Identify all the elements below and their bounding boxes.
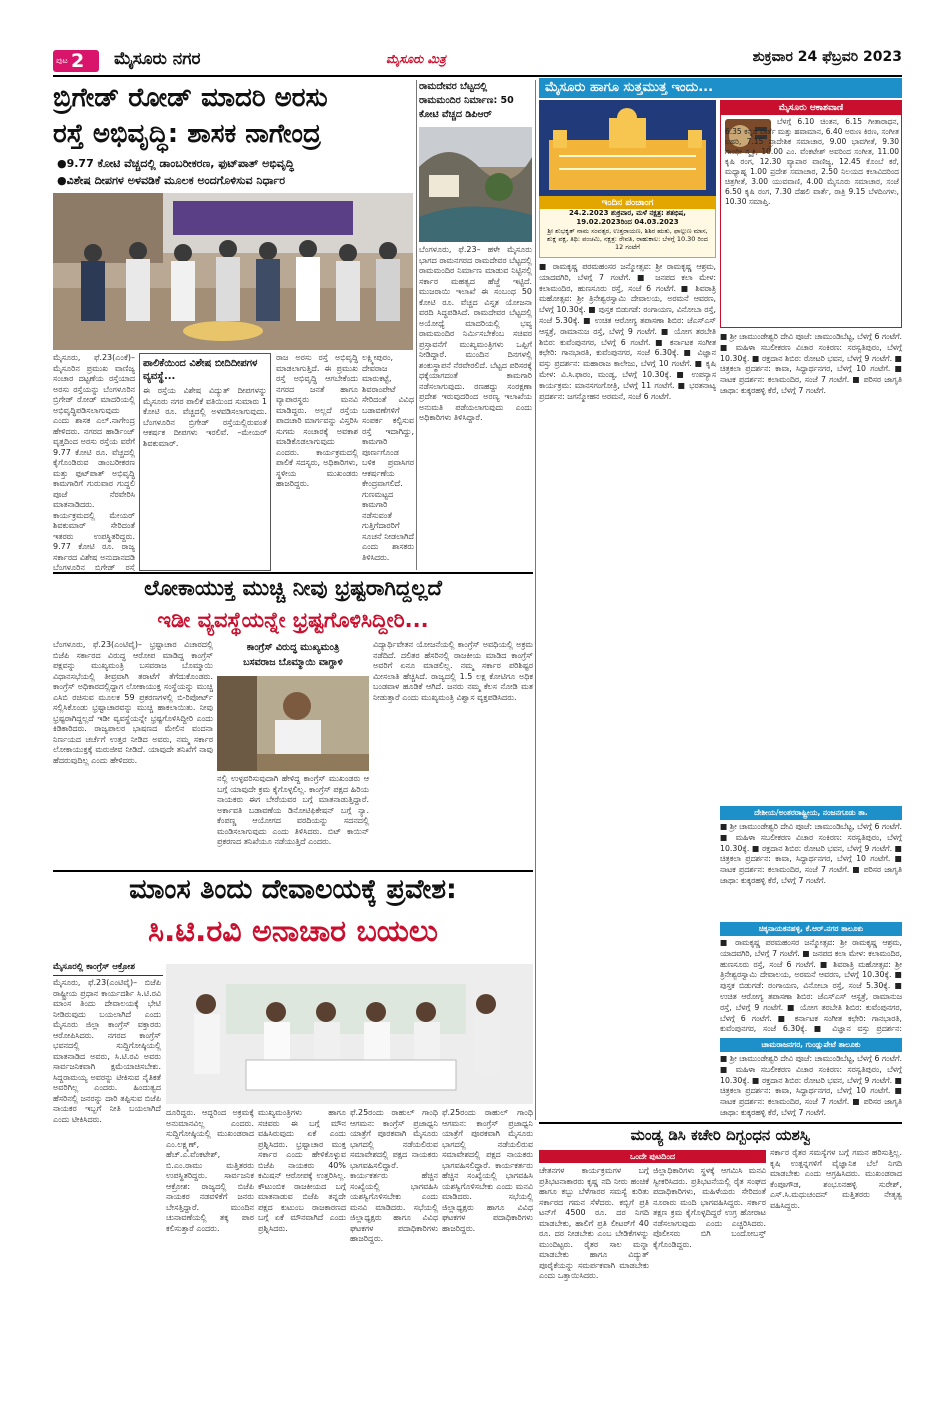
section-rule xyxy=(539,1122,902,1124)
temple-photo xyxy=(419,127,532,242)
lokayukta-col-3: ವಿದ್ಯಾರ್ಥಿವೇತನ ಯೋಜನೆಯಲ್ಲಿ ಕಾಂಗ್ರೆಸ್ ಅವಧಿಯಲ್ಲಿ ಅಕ್ರಮ ನಡೆದಿದೆ. ದಲಿತರ ಹೆಸರಿನಲ್ಲಿ ರಾಜಕೀಯ ಮಾಡಿದ ಕಾಂಗ್ರೆಸ್ ಅವರಿಗೆ ಏನೂ ಮಾಡಲಿಲ್ಲ. ನಮ್ಮ ಸರ್ಕಾರ ಪರಿಶಿಷ್ಟರ ಮೀಸಲಾತಿ ಹೆಚ್ಚಿಸಿದೆ. ರಾಜ್ಯದಲ್ಲಿ 1.5 ಲಕ್ಷ ಕೋಟಿಗೂ ಅಧಿಕ ಬಂಡವಾಳ ಹೂಡಿಕೆ ಆಗಿದೆ. ಜನರು ನಮ್ಮ ಕೆಲಸ ನೋಡಿ ಮತ ನೀಡುತ್ತಾರೆ ಎಂದು ಮುಖ್ಯಮಂತ್ರಿ ವಿಶ್ವಾಸ ವ್ಯಕ್ತಪಡಿಸಿದರು. xyxy=(373,640,533,702)
radio-box xyxy=(720,100,902,328)
temple-photo-image xyxy=(419,127,532,242)
temple-text: ಬೆಂಗಳೂರು, ಫೆ.23– ಹಳೇ ಮೈಸೂರು ಭಾಗದ ರಾಮನಗರದ ರಾಮದೇವರ ಬೆಟ್ಟದಲ್ಲಿ ರಾಮಮಂದಿರ ನಿರ್ಮಾಣ ಮಾಡುವ ನಿಟ್ಟಿನಲ್ಲಿ ಸರ್ಕಾರ ಮಹತ್ವದ ಹೆಜ್ಜೆ ಇಟ್ಟಿದೆ. ಮುಜರಾಯಿ ಇಲಾಖೆ ಈ ಸಂಬಂಧ 50 ಕೋಟಿ ರೂ. ವೆಚ್ಚದ ವಿಸ್ತೃತ ಯೋಜನಾ ವರದಿ ಸಿದ್ಧಪಡಿಸಿದೆ. ರಾಮದೇವರ ಬೆಟ್ಟದಲ್ಲಿ ಅಯೋಧ್ಯೆ ಮಾದರಿಯಲ್ಲಿ ಭವ್ಯ ರಾಮಮಂದಿರ ನಿರ್ಮಿಸಬೇಕೆಂಬ ಸಚಿವರ ಪ್ರಸ್ತಾವನೆಗೆ ಮುಖ್ಯಮಂತ್ರಿಗಳು ಒಪ್ಪಿಗೆ ನೀಡಿದ್ದಾರೆ. ಮುಂದಿನ ದಿನಗಳಲ್ಲಿ ಶಂಕುಸ್ಥಾಪನೆ ನೆರವೇರಲಿದೆ. ಬೆಟ್ಟದ ಪರಿಸರಕ್ಕೆ ಧಕ್ಕೆಯಾಗದಂತೆ ಕಾಮಗಾರಿ ನಡೆಸಲಾಗುವುದು. ರಣಹದ್ದು ಸಂರಕ್ಷಣಾ ಪ್ರದೇಶ ಇರುವುದರಿಂದ ಅರಣ್ಯ ಇಲಾಖೆಯ ಅನುಮತಿ ಪಡೆಯಲಾಗುವುದು ಎಂದು ಅಧಿಕಾರಿಗಳು ತಿಳಿಸಿದ್ದಾರೆ. xyxy=(419,245,532,422)
page-number: 2 xyxy=(71,50,85,72)
panchanga-text: ಶ್ರೀ ಶುಭಕೃತ್ ನಾಮ ಸಂವತ್ಸರ, ಉತ್ತರಾಯಣ, ಶಿಶಿರ ಋತು, ಫಾಲ್ಗುಣ ಮಾಸ, ಶುಕ್ಲ ಪಕ್ಷ, ತಿಥಿ: ಪಂಚಮಿ, ನಕ್ಷತ್ರ: ರೇವತಿ, ರಾಹುಕಾಲ: ಬೆಳಗ್ಗೆ 10.30 ರಿಂದ 12 ಗಂಟೆಗೆ xyxy=(547,227,708,251)
mandya-col-1: ಚೇತನಗಳ ಕಾರ್ಯಕ್ರಮಗಳ ಬಗ್ಗೆ ಪ್ರತಿಭಟನಾಕಾರರು ಕೃಷ್ಣ ನದಿ ನೀರು ಹಂಚಿಕೆ ಹಾಗೂ ಕಬ್ಬು ಬೆಳೆಗಾರರ ಸಮಸ್ಯೆ ಕುರಿತು ಸರ್ಕಾರದ ಗಮನ ಸೆಳೆದರು. ಕಬ್ಬಿಗೆ ಪ್ರತಿ ಟನ್‌ಗೆ 4500 ರೂ. ದರ ನಿಗದಿ ಮಾಡಬೇಕು, ಹಾಲಿಗೆ ಪ್ರತಿ ಲೀಟರ್‌ಗೆ 40 ರೂ. ದರ ನೀಡಬೇಕು ಎಂಬ ಬೇಡಿಕೆಗಳನ್ನು ಮುಂದಿಟ್ಟರು. ರೈತರ ಸಾಲ ಮನ್ನಾ ಮಾಡಬೇಕು ಹಾಗೂ ವಿದ್ಯುತ್ ಪೂರೈಕೆಯನ್ನು ಸಮರ್ಪಕವಾಗಿ ಮಾಡಬೇಕು ಎಂದು ಒತ್ತಾಯಿಸಿದರು. xyxy=(539,1166,649,1280)
lead-headline-line1: ಬ್ರಿಗೇಡ್ ರೋಡ್ ಮಾದರಿ ಅರಸು xyxy=(53,83,328,113)
meat-headline-1: ಮಾಂಸ ತಿಂದು ದೇವಾಲಯಕ್ಕೆ ಪ್ರವೇಶ: xyxy=(129,874,457,905)
issue-date: ಶುಕ್ರವಾರ 24 ಫೆಬ್ರವರಿ 2023 xyxy=(752,49,902,65)
meat-col-1: ಮೈಸೂರು, ಫೆ.23(ಎಂಟಿವೈ)– ಬಿಜೆಪಿ ರಾಷ್ಟ್ರೀಯ ಪ್ರಧಾನ ಕಾರ್ಯದರ್ಶಿ ಸಿ.ಟಿ.ರವಿ ಮಾಂಸ ತಿಂದು ದೇವಾಲಯಕ್ಕೆ ಭೇಟಿ ನೀಡಿರುವುದು ಬಯಲಾಗಿದೆ ಎಂದು ಮೈಸೂರು ಜಿಲ್ಲಾ ಕಾಂಗ್ರೆಸ್ ವಕ್ತಾರರು ಆರೋಪಿಸಿದರು. ನಗರದ ಕಾಂಗ್ರೆಸ್ ಭವನದಲ್ಲಿ ಸುದ್ದಿಗೋಷ್ಠಿಯಲ್ಲಿ ಮಾತನಾಡಿದ ಅವರು, ಸಿ.ಟಿ.ರವಿ ಅವರು ಸಾರ್ವಜನಿಕವಾಗಿ ಕ್ಷಮೆಯಾಚಿಸಬೇಕು. ಸಿದ್ದರಾಮಯ್ಯ ಅವರನ್ನು ಟೀಕಿಸುವ ನೈತಿಕತೆ ಅವರಿಗಿಲ್ಲ ಎಂದರು. ಹಿಂದುತ್ವದ ಹೆಸರಿನಲ್ಲಿ ಜನರನ್ನು ದಾರಿ ತಪ್ಪಿಸುವ ಬಿಜೆಪಿ ನಾಯಕರ ಇಬ್ಬಗೆ ನೀತಿ ಬಯಲಾಗಿದೆ ಎಂದು ಟೀಕಿಸಿದರು. xyxy=(53,978,161,1124)
around-listings-right-2: ■ ಶ್ರೀ ಚಾಮುಂಡೇಶ್ವರಿ ದೇವಿ ಪೂಜೆ: ಚಾಮುಂಡಿಬೆಟ್ಟ, ಬೆಳಗ್ಗೆ 6 ಗಂಟೆಗೆ. ■ ಮಹಿಳಾ ಸಬಲೀಕರಣ ವಿಚಾರ ಸಂಕಿರಣ: ಸರಸ್ವತಿಪುರಂ, ಬೆಳಗ್ಗೆ 10.30ಕ್ಕೆ. ■ ರಕ್ತದಾನ ಶಿಬಿರ: ರೋಟರಿ ಭವನ, ಬೆಳಗ್ಗೆ 9 ಗಂಟೆಗೆ. ■ ಚಿತ್ರಕಲಾ ಪ್ರದರ್ಶನ: ಕಾವಾ, ಸಿದ್ಧಾರ್ಥನಗರ, ಬೆಳಗ್ಗೆ 10 ಗಂಟೆಗೆ. ■ ನಾಟಕ ಪ್ರದರ್ಶನ: ಕಲಾಮಂದಿರ, ಸಂಜೆ 7 ಗಂಟೆಗೆ. ■ ಪರಿಸರ ಜಾಗೃತಿ ಜಾಥಾ: ಕುಕ್ಕರಹಳ್ಳಿ ಕೆರೆ, ಬೆಳಗ್ಗೆ 7 ಗಂಟೆಗೆ. xyxy=(720,822,902,885)
page-number-badge xyxy=(53,50,99,72)
meat-col-2: ದೂರಿದ್ದರು. ಆದ್ದರಿಂದ ಅಕ್ರಮಕ್ಕೆ ಅನುಮಾನವಿಲ್ಲ ಎಂದರು. ಸುದ್ದಿಗೋಷ್ಠಿಯಲ್ಲಿ ಮುಖಂಡರಾದ ಎಂ.ಲಕ್ಷ್ಮಣ್, ಹೆಚ್.ಎ.ವೆಂಕಟೇಶ್, ಬಿ.ಎಂ.ರಾಮು ಮತ್ತಿತರರು ಉಪಸ್ಥಿತರಿದ್ದರು. ಸಾರ್ವಜನಿಕ ಆಕ್ರೋಶ: ರಾಜ್ಯದಲ್ಲಿ ಬಿಜೆಪಿ ನಾಯಕರ ನಡವಳಿಕೆಗೆ ಜನರು ಬೇಸತ್ತಿದ್ದಾರೆ. ಮುಂದಿನ ಚುನಾವಣೆಯಲ್ಲಿ ತಕ್ಕ ಪಾಠ ಕಲಿಸುತ್ತಾರೆ ಎಂದರು. xyxy=(166,1108,254,1233)
subhead-1: ದೇಶೀಯ/ಅಂತರರಾಷ್ಟ್ರೀಯ, ನಂಜನಗೂಡು ತಾ. xyxy=(720,806,902,820)
lead-headline-line2: ರಸ್ತೆ ಅಭಿವೃದ್ಧಿ: ಶಾಸಕ ನಾಗೇಂದ್ರ xyxy=(53,119,321,149)
lead-photo xyxy=(53,193,413,350)
around-banner: ಮೈಸೂರು ಹಾಗೂ ಸುತ್ತಮುತ್ತ ಇಂದು... xyxy=(539,78,902,98)
mandya-headline: ಮಂಡ್ಯ ಡಿಸಿ ಕಚೇರಿ ದಿಗ್ಬಂಧನ ಯಶಸ್ವಿ xyxy=(630,1126,811,1144)
lokayukta-col-2: ನಲ್ಲಿ ಉಳ್ಳವರಿಸುವುದಾಗಿ ಹೇಳಿದ್ದ ಕಾಂಗ್ರೆಸ್ ಮುಖಂಡರು ಆ ಬಗ್ಗೆ ಯಾವುದೇ ಕ್ರಮ ಕೈಗೊಳ್ಳಲಿಲ್ಲ. ಕಾಂಗ್ರೆಸ್ ಪಕ್ಷದ ಹಿರಿಯ ನಾಯಕರು ಈಗ ಬೇರೆಯವರ ಬಗ್ಗೆ ಮಾತನಾಡುತ್ತಿದ್ದಾರೆ. ಅರ್ಕಾವತಿ ಬಡಾವಣೆಯ ಡಿನೋಟಿಫಿಕೇಷನ್ ಬಗ್ಗೆ ನ್ಯಾ. ಕೆಂಪಣ್ಣ ಆಯೋಗದ ವರದಿಯನ್ನು ಸದನದಲ್ಲಿ ಮಂಡಿಸಲಾಗುವುದು ಎಂದು ತಿಳಿಸಿದರು. ಬಿಟ್ ಕಾಯಿನ್ ಪ್ರಕರಣದ ತನಿಖೆಯೂ ನಡೆಯುತ್ತಿದೆ ಎಂದರು. xyxy=(217,774,369,846)
lead-bullet-1: ●9.77 ಕೋಟಿ ವೆಚ್ಚದಲ್ಲಿ ಡಾಂಬರೀಕರಣ, ಫುಟ್‌ಪಾತ್ ಅಭಿವೃದ್ಧಿ xyxy=(57,157,294,170)
masthead-rule xyxy=(53,75,902,77)
meat-col-4: ಫೆ.25ರಂದು ರಾಹುಲ್ ಗಾಂಧಿ ಆಗಮನ: ಕಾಂಗ್ರೆಸ್ ಪ್ರಜಾಧ್ವನಿ ಯಾತ್ರೆಗೆ ಪೂರಕವಾಗಿ ಮೈಸೂರು ಭಾಗದಲ್ಲಿ ನಡೆಯಲಿರುವ ಸಮಾವೇಶದಲ್ಲಿ ಪಕ್ಷದ ನಾಯಕರು ಭಾಗವಹಿಸಲಿದ್ದಾರೆ. ಕಾರ್ಯಕರ್ತರು ಹೆಚ್ಚಿನ ಸಂಖ್ಯೆಯಲ್ಲಿ ಭಾಗವಹಿಸಿ ಯಶಸ್ವಿಗೊಳಿಸಬೇಕು ಎಂದು ಮನವಿ ಮಾಡಿದರು. ಸಭೆಯಲ್ಲಿ ಜಿಲ್ಲಾಧ್ಯಕ್ಷರು ಹಾಗೂ ವಿವಿಧ ಘಟಕಗಳ ಪದಾಧಿಕಾರಿಗಳು ಹಾಜರಿದ್ದರು. xyxy=(350,1108,438,1243)
lead-bullets xyxy=(57,155,413,191)
lead-bullet-2: ●ವಿಶೇಷ ದೀಪಗಳ ಅಳವಡಿಕೆ ಮೂಲಕ ಅಂದಗೊಳಿಸುವ ನಿರ್ಧಾರ xyxy=(57,174,286,187)
sidebar-headline: ಪಾಲಿಕೆಯಿಂದ ವಿಶೇಷ ಬೀದಿದೀಪಗಳ ವ್ಯವಸ್ಥೆ... xyxy=(143,358,258,382)
radio-title: ಮೈಸೂರು ಆಕಾಶವಾಣಿ xyxy=(721,101,901,115)
section-rule xyxy=(53,572,533,574)
around-listings-right-4: ■ ಶ್ರೀ ಚಾಮುಂಡೇಶ್ವರಿ ದೇವಿ ಪೂಜೆ: ಚಾಮುಂಡಿಬೆಟ್ಟ, ಬೆಳಗ್ಗೆ 6 ಗಂಟೆಗೆ. ■ ಮಹಿಳಾ ಸಬಲೀಕರಣ ವಿಚಾರ ಸಂಕಿರಣ: ಸರಸ್ವತಿಪುರಂ, ಬೆಳಗ್ಗೆ 10.30ಕ್ಕೆ. ■ ರಕ್ತದಾನ ಶಿಬಿರ: ರೋಟರಿ ಭವನ, ಬೆಳಗ್ಗೆ 9 ಗಂಟೆಗೆ. ■ ಚಿತ್ರಕಲಾ ಪ್ರದರ್ಶನ: ಕಾವಾ, ಸಿದ್ಧಾರ್ಥನಗರ, ಬೆಳಗ್ಗೆ 10 ಗಂಟೆಗೆ. ■ ನಾಟಕ ಪ್ರದರ್ಶನ: ಕಲಾಮಂದಿರ, ಸಂಜೆ 7 ಗಂಟೆಗೆ. ■ ಪರಿಸರ ಜಾಗೃತಿ ಜಾಥಾ: ಕುಕ್ಕರಹಳ್ಳಿ ಕೆರೆ, ಬೆಳಗ್ಗೆ 7 ಗಂಟೆಗೆ. xyxy=(720,1054,902,1117)
divider xyxy=(535,80,536,1120)
lead-headline xyxy=(53,80,413,154)
around-listings-right-3: ■ ರಾಮಕೃಷ್ಣ ಪರಮಹಂಸರ ಜನ್ಮೋತ್ಸವ: ಶ್ರೀ ರಾಮಕೃಷ್ಣ ಆಶ್ರಮ, ಯಾದವಗಿರಿ, ಬೆಳಗ್ಗೆ 7 ಗಂಟೆಗೆ. ■ ಜನಪದ ಕಲಾ ಮೇಳ: ಕಲಾಮಂದಿರ, ಹುಣಸೂರು ರಸ್ತೆ, ಸಂಜೆ 6 ಗಂಟೆಗೆ. ■ ಶಿವರಾತ್ರಿ ಮಹೋತ್ಸವ: ಶ್ರೀ ತ್ರಿನೇಶ್ವರಸ್ವಾಮಿ ದೇವಾಲಯ, ಅರಮನೆ ಆವರಣ, ಬೆಳಗ್ಗೆ 10.30ಕ್ಕೆ. ■ ಪುಸ್ತಕ ಬಿಡುಗಡೆ: ರಂಗಾಯಣ, ವಿನೋಬಾ ರಸ್ತೆ, ಸಂಜೆ 5.30ಕ್ಕೆ. ■ ಉಚಿತ ಆರೋಗ್ಯ ತಪಾಸಣಾ ಶಿಬಿರ: ಜೆಎಸ್ಎಸ್ ಆಸ್ಪತ್ರೆ, ರಾಮಾನುಜ ರಸ್ತೆ, ಬೆಳಗ್ಗೆ 9 ಗಂಟೆಗೆ. ■ ಯೋಗ ತರಬೇತಿ ಶಿಬಿರ: ಕುವೆಂಪುನಗರ, ಬೆಳಗ್ಗೆ 6 ಗಂಟೆಗೆ. ■ ಕರ್ನಾಟಕ ಸಂಗೀತ ಕಛೇರಿ: ಗಾನಭಾರತಿ, ಕುವೆಂಪುನಗರ, ಸಂಜೆ 6.30ಕ್ಕೆ. ■ ವಿಜ್ಞಾನ ವಸ್ತು ಪ್ರದರ್ಶನ: xyxy=(720,938,902,1034)
registration-marks xyxy=(53,1412,113,1420)
section-title: ಮೈಸೂರು ನಗರ xyxy=(114,49,201,69)
lokayukta-subhead-1: ಕಾಂಗ್ರೆಸ್ ವಿರುದ್ಧ ಮುಖ್ಯಮಂತ್ರಿ xyxy=(246,642,340,653)
registration-marks xyxy=(846,1412,906,1420)
sidebar-text: ಈ ರಸ್ತೆಯ ವಿಶೇಷ ವಿದ್ಯುತ್ ದೀಪಗಳನ್ನು ಮೈಸೂರು ನಗರ ಪಾಲಿಕೆ ವತಿಯಿಂದ ಸುಮಾರು 1 ಕೋಟಿ ರೂ. ವೆಚ್ಚದಲ್ಲಿ ಅಳವಡಿಸಲಾಗುವುದು. ಬೆಂಗಳೂರಿನ ಬ್ರಿಗೇಡ್ ರಸ್ತೆಯಲ್ಲಿರುವಂತೆ ಆಕರ್ಷಕ ದೀಪಗಳು ಇರಲಿವೆ. –ಮೇಯರ್ ಶಿವಕುಮಾರ್. xyxy=(143,386,267,448)
meat-photo-image xyxy=(166,964,533,1104)
lokayukta-headline-1: ಲೋಕಾಯುಕ್ತ ಮುಚ್ಚಿ ನೀವು ಭ್ರಷ್ಟರಾಗಿದ್ದಲ್ಲದೆ xyxy=(144,576,442,600)
page-label: ಪುಟ xyxy=(56,56,68,65)
mandya-col-2: ಜಿಲ್ಲಾಧಿಕಾರಿಗಳು ಸ್ಥಳಕ್ಕೆ ಆಗಮಿಸಿ ಮನವಿ ಸ್ವೀಕರಿಸಿದರು. ಪ್ರತಿಭಟನೆಯಲ್ಲಿ ರೈತ ಸಂಘದ ಪದಾಧಿಕಾರಿಗಳು, ಮಹಿಳೆಯರು ಸೇರಿದಂತೆ ನೂರಾರು ಮಂದಿ ಭಾಗವಹಿಸಿದ್ದರು. ಸರ್ಕಾರ ತಕ್ಷಣ ಕ್ರಮ ಕೈಗೊಳ್ಳದಿದ್ದರೆ ಉಗ್ರ ಹೋರಾಟ ನಡೆಸಲಾಗುವುದು ಎಂದು ಎಚ್ಚರಿಸಿದರು. ಪೊಲೀಸರು ಬಿಗಿ ಬಂದೋಬಸ್ತ್ ಕೈಗೊಂಡಿದ್ದರು. xyxy=(653,1166,766,1249)
lokayukta-subhead xyxy=(217,640,369,674)
around-listings: ■ ರಾಮಕೃಷ್ಣ ಪರಮಹಂಸರ ಜನ್ಮೋತ್ಸವ: ಶ್ರೀ ರಾಮಕೃಷ್ಣ ಆಶ್ರಮ, ಯಾದವಗಿರಿ, ಬೆಳಗ್ಗೆ 7 ಗಂಟೆಗೆ. ■ ಜನಪದ ಕಲಾ ಮೇಳ: ಕಲಾಮಂದಿರ, ಹುಣಸೂರು ರಸ್ತೆ, ಸಂಜೆ 6 ಗಂಟೆಗೆ. ■ ಶಿವರಾತ್ರಿ ಮಹೋತ್ಸವ: ಶ್ರೀ ತ್ರಿನೇಶ್ವರಸ್ವಾಮಿ ದೇವಾಲಯ, ಅರಮನೆ ಆವರಣ, ಬೆಳಗ್ಗೆ 10.30ಕ್ಕೆ. ■ ಪುಸ್ತಕ ಬಿಡುಗಡೆ: ರಂಗಾಯಣ, ವಿನೋಬಾ ರಸ್ತೆ, ಸಂಜೆ 5.30ಕ್ಕೆ. ■ ಉಚಿತ ಆರೋಗ್ಯ ತಪಾಸಣಾ ಶಿಬಿರ: ಜೆಎಸ್ಎಸ್ ಆಸ್ಪತ್ರೆ, ರಾಮಾನುಜ ರಸ್ತೆ, ಬೆಳಗ್ಗೆ 9 ಗಂಟೆಗೆ. ■ ಯೋಗ ತರಬೇತಿ ಶಿಬಿರ: ಕುವೆಂಪುನಗರ, ಬೆಳಗ್ಗೆ 6 ಗಂಟೆಗೆ. ■ ಕರ್ನಾಟಕ ಸಂಗೀತ ಕಛೇರಿ: ಗಾನಭಾರತಿ, ಕುವೆಂಪುನಗರ, ಸಂಜೆ 6.30ಕ್ಕೆ. ■ ವಿಜ್ಞಾನ ವಸ್ತು ಪ್ರದರ್ಶನ: ಮಹಾರಾಜ ಕಾಲೇಜು, ಬೆಳಗ್ಗೆ 10 ಗಂಟೆಗೆ. ■ ಕೃಷಿ ಮೇಳ: ವಿ.ಸಿ.ಫಾರಂ, ಮಂಡ್ಯ, ಬೆಳಗ್ಗೆ 10.30ಕ್ಕೆ. ■ ಉಪನ್ಯಾಸ ಕಾರ್ಯಕ್ರಮ: ಮಾನಸಗಂಗೋತ್ರಿ, ಬೆಳಗ್ಗೆ 11 ಗಂಟೆಗೆ. ■ ಭರತನಾಟ್ಯ ಪ್ರದರ್ಶನ: ಜಗನ್ಮೋಹನ ಅರಮನೆ, ಸಂಜೆ 6 ಗಂಟೆಗೆ. xyxy=(539,262,716,401)
section-rule xyxy=(53,870,533,872)
meat-photo xyxy=(166,964,533,1104)
subhead-3: ಚಾಮರಾಜನಗರ, ಗುಂಡ್ಲುಪೇಟೆ ತಾಲೂಕು xyxy=(720,1038,902,1052)
temple-headline: ರಾಮದೇವರ ಬೆಟ್ಟದಲ್ಲಿ ರಾಮಮಂದಿರ ನಿರ್ಮಾಣ: 50 ಕೋಟಿ ವೆಚ್ಚದ ಡಿಪಿಆರ್ xyxy=(419,81,514,120)
lead-col-4: ಲಕ್ಷ್ಮೀಪುರಂ, ದೇವರಾಜ ಮಾರುಕಟ್ಟೆ, ಶಿವರಾಂಪೇಟೆ ಸೇರಿದಂತೆ ವಿವಿಧ ಬಡಾವಣೆಗಳಿಗೆ ಸಂಪರ್ಕ ಕಲ್ಪಿಸುವ ರಸ್ತೆ ಇದಾಗಿದ್ದು, ಕಾಮಗಾರಿ ಪೂರ್ಣಗೊಂಡ ಬಳಿಕ ಪ್ರವಾಸಿಗರ ಆಕರ್ಷಣೆಯ ಕೇಂದ್ರವಾಗಲಿದೆ. ಗುಣಮಟ್ಟದ ಕಾಮಗಾರಿ ನಡೆಸುವಂತೆ ಗುತ್ತಿಗೆದಾರರಿಗೆ ಸೂಚನೆ ನೀಡಲಾಗಿದೆ ಎಂದು ಶಾಸಕರು ತಿಳಿಸಿದರು. xyxy=(362,353,414,562)
palace-photo-image xyxy=(539,100,716,196)
lokayukta-subhead-2: ಬಸವರಾಜ ಬೊಮ್ಮಾಯಿ ವಾಗ್ದಾಳಿ xyxy=(243,657,343,668)
cm-photo-image xyxy=(217,676,369,771)
panchanga-box xyxy=(539,196,716,258)
lead-photo-image xyxy=(53,193,413,350)
meat-headline-2: ಸಿ.ಟಿ.ರವಿ ಅನಾಚಾರ ಬಯಲು xyxy=(148,914,438,949)
lead-col-3: ರಾಜ ಅರಸು ರಸ್ತೆ ಅಭಿವೃದ್ಧಿ ಮಾಡಲಾಗುತ್ತಿದೆ. ಈ ಪ್ರಮುಖ ರಸ್ತೆ ಅಭಿವೃದ್ಧಿ ಆಗಬೇಕೆಂದು ನಗರದ ಜನತೆ ಹಾಗೂ ವ್ಯಾಪಾರಸ್ಥರು ಮನವಿ ಮಾಡಿದ್ದರು. ಅಲ್ಲದೆ ರಸ್ತೆಯ ಪಾದಚಾರಿ ಮಾರ್ಗವನ್ನು ವಿಸ್ತರಿಸಿ ಸುಗಮ ಸಂಚಾರಕ್ಕೆ ಅವಕಾಶ ಮಾಡಿಕೊಡಲಾಗುವುದು ಎಂದರು. ಕಾರ್ಯಕ್ರಮದಲ್ಲಿ ಪಾಲಿಕೆ ಸದಸ್ಯರು, ಅಧಿಕಾರಿಗಳು, ಸ್ಥಳೀಯ ಮುಖಂಡರು ಹಾಜರಿದ್ದರು. xyxy=(276,353,358,488)
around-listings-right: ■ ಶ್ರೀ ಚಾಮುಂಡೇಶ್ವರಿ ದೇವಿ ಪೂಜೆ: ಚಾಮುಂಡಿಬೆಟ್ಟ, ಬೆಳಗ್ಗೆ 6 ಗಂಟೆಗೆ. ■ ಮಹಿಳಾ ಸಬಲೀಕರಣ ವಿಚಾರ ಸಂಕಿರಣ: ಸರಸ್ವತಿಪುರಂ, ಬೆಳಗ್ಗೆ 10.30ಕ್ಕೆ. ■ ರಕ್ತದಾನ ಶಿಬಿರ: ರೋಟರಿ ಭವನ, ಬೆಳಗ್ಗೆ 9 ಗಂಟೆಗೆ. ■ ಚಿತ್ರಕಲಾ ಪ್ರದರ್ಶನ: ಕಾವಾ, ಸಿದ್ಧಾರ್ಥನಗರ, ಬೆಳಗ್ಗೆ 10 ಗಂಟೆಗೆ. ■ ನಾಟಕ ಪ್ರದರ್ಶನ: ಕಲಾಮಂದಿರ, ಸಂಜೆ 7 ಗಂಟೆಗೆ. ■ ಪರಿಸರ ಜಾಗೃತಿ ಜಾಥಾ: ಕುಕ್ಕರಹಳ್ಳಿ ಕೆರೆ, ಬೆಳಗ್ಗೆ 7 ಗಂಟೆಗೆ. xyxy=(720,332,902,395)
panchanga-title: ಇಂದಿನ ಪಂಚಾಂಗ xyxy=(540,197,715,209)
panchanga-line-2: 19.02.2023ರಿಂದ 04.03.2023 xyxy=(576,218,679,226)
meat-tag: ಮೈಸೂರಲ್ಲಿ ಕಾಂಗ್ರೆಸ್ ಆಕ್ರೋಶ xyxy=(53,962,163,976)
lokayukta-headline-2: ಇಡೀ ವ್ಯವಸ್ಥೆಯನ್ನೇ ಭ್ರಷ್ಟಗೊಳಿಸಿದ್ದೀರಿ... xyxy=(157,608,429,632)
mandya-col-3: ಸರ್ಕಾರ ರೈತರ ಸಮಸ್ಯೆಗಳ ಬಗ್ಗೆ ಗಮನ ಹರಿಸುತ್ತಿಲ್ಲ. ಕೃಷಿ ಉತ್ಪನ್ನಗಳಿಗೆ ವೈಜ್ಞಾನಿಕ ಬೆಲೆ ನಿಗದಿ ಮಾಡಬೇಕು ಎಂದು ಆಗ್ರಹಿಸಿದರು. ಮುಖಂಡರಾದ ಕೆಂಪೂಗೌಡ, ಶಂಭೂನಹಳ್ಳಿ ಸುರೇಶ್, ಎಸ್.ಸಿ.ಮಧುಚಂದನ್ ಮತ್ತಿತರರು ನೇತೃತ್ವ ವಹಿಸಿದ್ದರು. xyxy=(770,1148,902,1210)
subhead-2: ಚಿಕ್ಕನಾಯಕನಹಳ್ಳಿ, ಕೆ.ಆರ್.ನಗರ ತಾಲೂಕು xyxy=(720,922,902,936)
paper-logo: ಮೈಸೂರು ಮಿತ್ರ xyxy=(386,52,446,66)
divider xyxy=(416,80,417,570)
mandya-tag: ಒಂದೇ ಪುಟದಿಂದ xyxy=(539,1150,766,1163)
radio-schedule: ಬೆಳಗ್ಗೆ 6.10 ಚಿಂತನ, 6.15 ಗೀತಾರಾಧನ, 6.35 ಕನ್ನಡ ವಾರ್ತೆ ಮತ್ತು ಹವಾಮಾನ, 6.40 ಅರುಣ ಕಿರಣ, ಸಂಗೀತ ಲಹರಿ, 7.15 ಪ್ರಾದೇಶಿಕ ಸಮಾಚಾರ, 9.00 ಭಾವಗೀತೆ, 9.30 ಗಾಂಧೀ ಸ್ಮೃತಿ, 10.00 ಎಂ. ವೆಂಕಟೇಶ್ ಅವರಿಂದ ಸಂಗೀತ, 11.00 ಕೃಷಿ ರಂಗ, 12.30 ವ್ಯಾಪಾರ ವಾಣಿಜ್ಯ, 12.45 ಕೊಂಬೆ ಕರೆ, ಮಧ್ಯಾಹ್ನ 1.00 ಪ್ರದೇಶ ಸಮಾಚಾರ, 2.50 ನಿಲಯದ ಕಲಾವಿದರಿಂದ ಚಿತ್ರಗೀತೆ, 3.00 ಯುವವಾಣಿ, 4.00 ಮೈಸೂರು ಸಮಾಚಾರ, ಸಂಜೆ 6.50 ಕೃಷಿ ರಂಗ, 7.30 ದೆಹಲಿ ವಾರ್ತೆ, ರಾತ್ರಿ 9.15 ಬೆಳದಿಂಗಳು, 10.30 ಸಮಾಪ್ತಿ. xyxy=(725,117,899,206)
panchanga-line-1: 24.2.2023 ಶುಕ್ರವಾರ, ಮಳೆ ನಕ್ಷತ್ರ: ಶತಭಿಷ, xyxy=(569,209,686,217)
cm-photo xyxy=(217,676,369,771)
lead-sidebar xyxy=(139,353,271,571)
lokayukta-col-1: ಬೆಂಗಳೂರು, ಫೆ.23(ಎಂಟಿವೈ)– ಭ್ರಷ್ಟಾಚಾರ ವಿಚಾರದಲ್ಲಿ ಬಿಜೆಪಿ ಸರ್ಕಾರದ ವಿರುದ್ಧ ಆರೋಪ ಮಾಡಿದ್ದ ಕಾಂಗ್ರೆಸ್ ಪಕ್ಷವನ್ನು ಮುಖ್ಯಮಂತ್ರಿ ಬಸವರಾಜ ಬೊಮ್ಮಾಯಿ ವಿಧಾನಸಭೆಯಲ್ಲಿ ತೀವ್ರವಾಗಿ ತರಾಟೆಗೆ ತೆಗೆದುಕೊಂಡರು. ಕಾಂಗ್ರೆಸ್ ಅಧಿಕಾರದಲ್ಲಿದ್ದಾಗ ಲೋಕಾಯುಕ್ತ ಸಂಸ್ಥೆಯನ್ನು ಮುಚ್ಚಿ ಎಸಿಬಿ ರಚಿಸುವ ಮೂಲಕ 59 ಪ್ರಕರಣಗಳಲ್ಲಿ ಬಿ-ರಿಪೋರ್ಟ್ ಸಲ್ಲಿಸಿಕೊಂಡು ಭ್ರಷ್ಟಾಚಾರವನ್ನು ಮುಚ್ಚಿ ಹಾಕಲಾಯಿತು. ನೀವು ಭ್ರಷ್ಟರಾಗಿದ್ದಲ್ಲದೆ ಇಡೀ ವ್ಯವಸ್ಥೆಯನ್ನೇ ಭ್ರಷ್ಟಗೊಳಿಸಿದ್ದೀರಿ ಎಂದು ಕಿಡಿಕಾರಿದರು. ರಾಜ್ಯಪಾಲರ ಭಾಷಣದ ಮೇಲಿನ ವಂದನಾ ನಿರ್ಣಯದ ಚರ್ಚೆಗೆ ಉತ್ತರ ನೀಡಿದ ಅವರು, ನಮ್ಮ ಸರ್ಕಾರ ಲೋಕಾಯುಕ್ತಕ್ಕೆ ಮರುಜೀವ ನೀಡಿದೆ. ಯಾವುದೇ ತನಿಖೆಗೆ ನಾವು ಹೆದರುವುದಿಲ್ಲ ಎಂದು ಹೇಳಿದರು. xyxy=(53,640,213,765)
lead-col-1: ಮೈಸೂರು, ಫೆ.23(ಎಂಕೆ)– ಮೈಸೂರಿನ ಪ್ರಮುಖ ವಾಣಿಜ್ಯ ಸಂಚಾರ ದಟ್ಟಣೆಯ ರಸ್ತೆಯಾದ ಅರಸು ರಸ್ತೆಯನ್ನು ಬೆಂಗಳೂರಿನ ಬ್ರಿಗೇಡ್ ರೋಡ್ ಮಾದರಿಯಲ್ಲಿ ಅಭಿವೃದ್ಧಿಪಡಿಸಲಾಗುವುದು ಎಂದು ಶಾಸಕ ಎಲ್.ನಾಗೇಂದ್ರ ಹೇಳಿದರು. ನಗರದ ಹಾರ್ಡಿಂಜ್ ವೃತ್ತದಿಂದ ಅರಸು ರಸ್ತೆಯ ವರೆಗೆ 9.77 ಕೋಟಿ ರೂ. ವೆಚ್ಚದಲ್ಲಿ ಕೈಗೊಂಡಿರುವ ಡಾಂಬರೀಕರಣ ಮತ್ತು ಫುಟ್‌ಪಾತ್ ಅಭಿವೃದ್ಧಿ ಕಾಮಗಾರಿಗೆ ಗುರುವಾರ ಗುದ್ದಲಿ ಪೂಜೆ ನೆರವೇರಿಸಿ ಮಾತನಾಡಿದರು. ಕಾರ್ಯಕ್ರಮದಲ್ಲಿ ಮೇಯರ್ ಶಿವಕುಮಾರ್ ಸೇರಿದಂತೆ ಇತರರು ಉಪಸ್ಥಿತರಿದ್ದರು. 9.77 ಕೋಟಿ ರೂ. ರಾಜ್ಯ ಸರ್ಕಾರದ ವಿಶೇಷ ಅನುದಾನದಡಿ ಬೆಂಗಳೂರಿನ ಬ್ರಿಗೇಡ್ ರಸ್ತೆ xyxy=(53,353,135,571)
meat-col-5: ಫೆ.25ರಂದು ರಾಹುಲ್ ಗಾಂಧಿ ಆಗಮನ: ಕಾಂಗ್ರೆಸ್ ಪ್ರಜಾಧ್ವನಿ ಯಾತ್ರೆಗೆ ಪೂರಕವಾಗಿ ಮೈಸೂರು ಭಾಗದಲ್ಲಿ ನಡೆಯಲಿರುವ ಸಮಾವೇಶದಲ್ಲಿ ಪಕ್ಷದ ನಾಯಕರು ಭಾಗವಹಿಸಲಿದ್ದಾರೆ. ಕಾರ್ಯಕರ್ತರು ಹೆಚ್ಚಿನ ಸಂಖ್ಯೆಯಲ್ಲಿ ಭಾಗವಹಿಸಿ ಯಶಸ್ವಿಗೊಳಿಸಬೇಕು ಎಂದು ಮನವಿ ಮಾಡಿದರು. ಸಭೆಯಲ್ಲಿ ಜಿಲ್ಲಾಧ್ಯಕ್ಷರು ಹಾಗೂ ವಿವಿಧ ಘಟಕಗಳ ಪದಾಧಿಕಾರಿಗಳು ಹಾಜರಿದ್ದರು. xyxy=(442,1108,533,1233)
palace-photo xyxy=(539,100,716,196)
meat-col-3: ಮುಖ್ಯಮಂತ್ರಿಗಳು ಹಾಗೂ ಸಚಿವರು ಈ ಬಗ್ಗೆ ಮೌನ ವಹಿಸಿರುವುದು ಏಕೆ ಎಂದು ಪ್ರಶ್ನಿಸಿದರು. ಭ್ರಷ್ಟಾಚಾರ ಮುಕ್ತ ಸರ್ಕಾರ ಎಂದು ಹೇಳಿಕೊಳ್ಳುವ ಬಿಜೆಪಿ ನಾಯಕರು 40% ಕಮಿಷನ್ ಆರೋಪಕ್ಕೆ ಉತ್ತರಿಸಿಲ್ಲ. ಕೌಟುಂಬಿಕ ರಾಜಕೀಯದ ಬಗ್ಗೆ ಮಾತನಾಡುವ ಬಿಜೆಪಿ ತನ್ನದೇ ಪಕ್ಷದ ಕುಟುಂಬ ರಾಜಕಾರಣದ ಬಗ್ಗೆ ಏಕೆ ಮೌನವಾಗಿದೆ ಎಂದು ಪ್ರಶ್ನಿಸಿದರು. xyxy=(258,1108,346,1233)
